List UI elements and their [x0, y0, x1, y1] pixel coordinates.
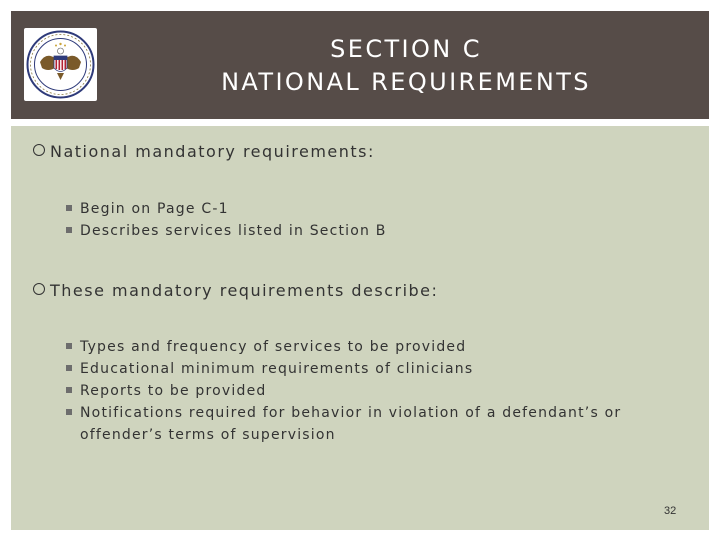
great-seal-icon	[24, 28, 97, 101]
list-item: Reports to be provided	[66, 380, 666, 402]
slide-header	[11, 11, 709, 119]
list-item: Types and frequency of services to be provided	[66, 336, 666, 358]
title-line-1: SECTION C	[330, 35, 482, 63]
list-item: Educational minimum requirements of clinicians	[66, 358, 666, 380]
list-item: Describes services listed in Section B	[66, 220, 387, 242]
square-bullet-icon	[66, 227, 72, 233]
circle-bullet-icon	[33, 144, 45, 156]
list-item: Notifications required for behavior in violation of a defendant’s or offender’s terms of supervision	[66, 402, 666, 446]
title-line-2: NATIONAL REQUIREMENTS	[221, 68, 591, 96]
slide-content	[11, 126, 709, 530]
bullet-heading-national	[33, 142, 375, 161]
circle-bullet-icon	[33, 283, 45, 295]
page-number: 32	[664, 505, 677, 517]
bullet-heading-describe	[33, 281, 438, 300]
square-bullet-icon	[66, 387, 72, 393]
heading-text: National mandatory requirements:	[50, 142, 375, 161]
square-bullet-icon	[66, 343, 72, 349]
heading-text: These mandatory requirements describe:	[50, 281, 439, 300]
sublist-national	[66, 198, 387, 242]
square-bullet-icon	[66, 205, 72, 211]
sublist-describe	[66, 336, 666, 446]
list-item: Begin on Page C-1	[66, 198, 387, 220]
slide-title	[111, 33, 701, 99]
square-bullet-icon	[66, 409, 72, 415]
square-bullet-icon	[66, 365, 72, 371]
